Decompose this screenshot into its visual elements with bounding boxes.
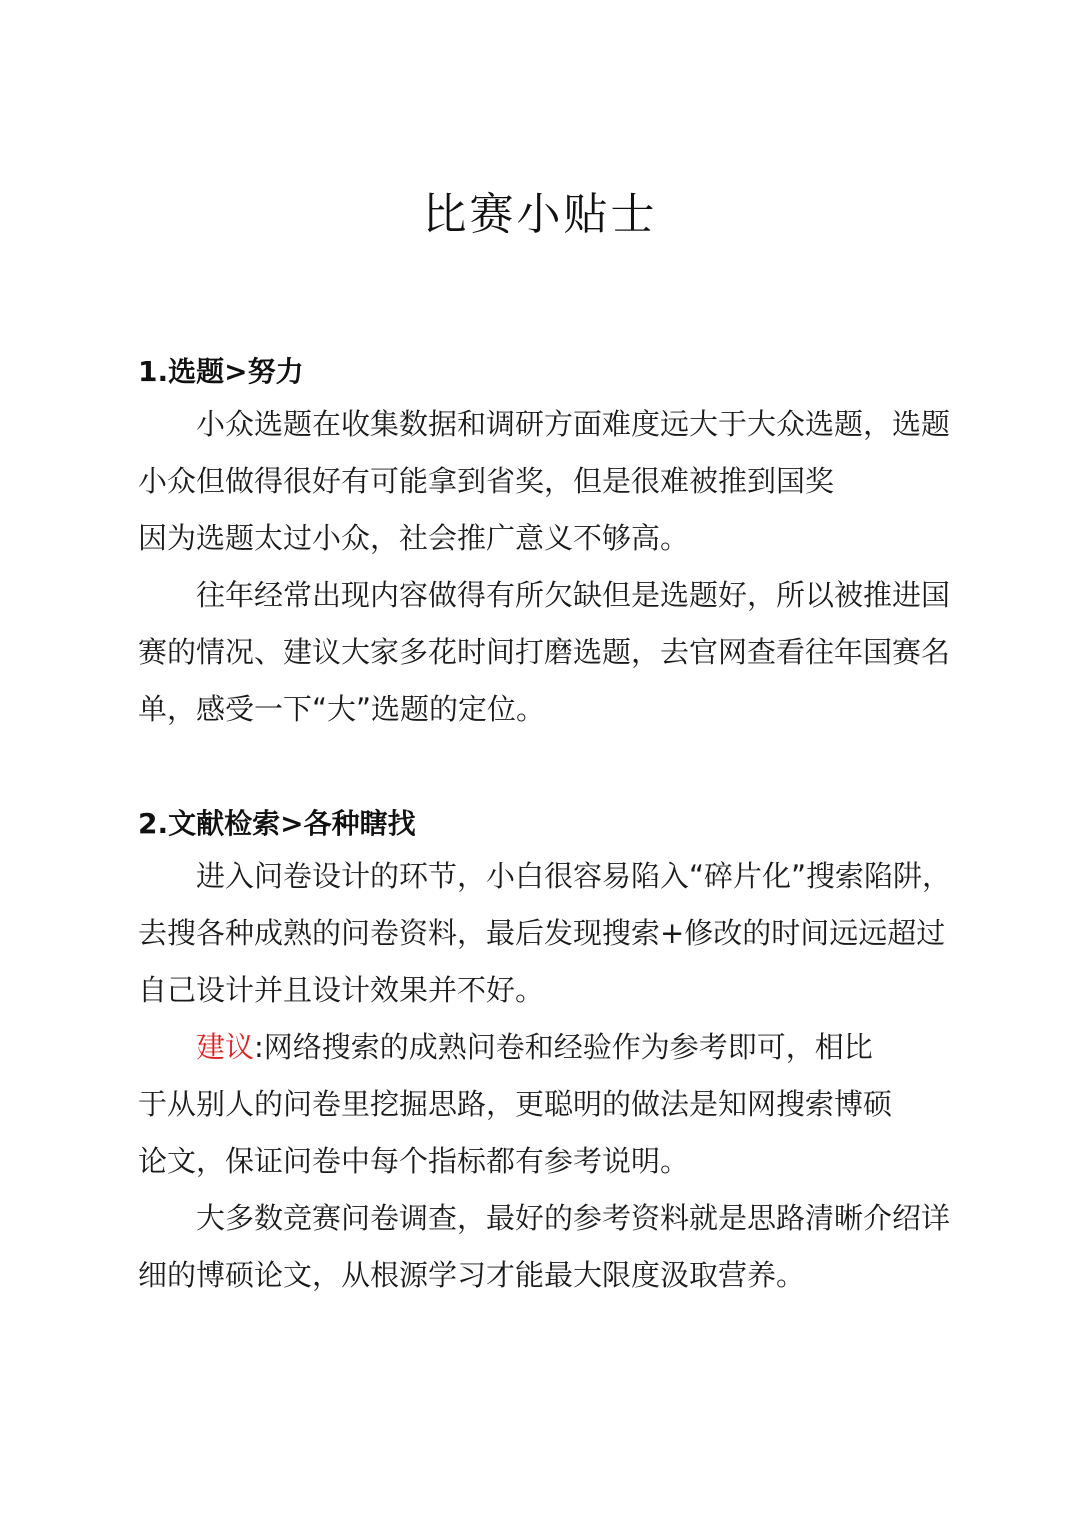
paragraph [138, 396, 951, 567]
paragraph [138, 848, 952, 1019]
page-title: 比赛小贴士 [422, 189, 658, 240]
paragraph-line: 去搜各种成熟的问卷资料，最后发现搜索+修改的时间远远超过 [138, 916, 946, 950]
paragraph-line: 赛的情况、建议大家多花时间打磨选题，去官网查看往年国赛名 [138, 635, 951, 669]
paragraph-line: 往年经常出现内容做得有所欠缺但是选题好，所以被推进国 [196, 578, 951, 612]
paragraph-line: 进入问卷设计的环节，小白很容易陷入“碎片化”搜索陷阱， [196, 859, 952, 893]
paragraph-line: 细的博硕论文，从根源学习才能最大限度汲取营养。 [138, 1258, 806, 1292]
paragraph-line: 大多数竞赛问卷调查，最好的参考资料就是思路清晰介绍详 [196, 1201, 951, 1235]
section-heading: 2.文献检索>各种瞎找 [138, 807, 416, 840]
paragraph-line: 论文，保证问卷中每个指标都有参考说明。 [138, 1144, 690, 1178]
section-literature-search [138, 802, 952, 1304]
paragraph-text: :网络搜索的成熟问卷和经验作为参考即可，相比 [254, 1030, 873, 1064]
paragraph-line: 小众选题在收集数据和调研方面难度远大于大众选题，选题 [196, 407, 951, 441]
suggestion-label: 建议 [196, 1030, 255, 1064]
paragraph [138, 1019, 948, 1190]
paragraph-line: 于从别人的问卷里挖掘思路，更聪明的做法是知网搜索博硕 [138, 1087, 893, 1121]
section-heading: 1.选题>努力 [138, 355, 304, 388]
paragraph [138, 1190, 951, 1304]
paragraph-line: 单，感受一下“大”选题的定位。 [138, 692, 546, 726]
paragraph-line [138, 1019, 948, 1076]
paragraph [138, 567, 951, 738]
section-topic-selection [138, 350, 951, 738]
paragraph-line: 因为选题太过小众，社会推广意义不够高。 [138, 521, 690, 555]
paragraph-line: 自己设计并且设计效果并不好。 [138, 973, 545, 1007]
paragraph-line: 小众但做得很好有可能拿到省奖，但是很难被推到国奖 [138, 464, 835, 498]
